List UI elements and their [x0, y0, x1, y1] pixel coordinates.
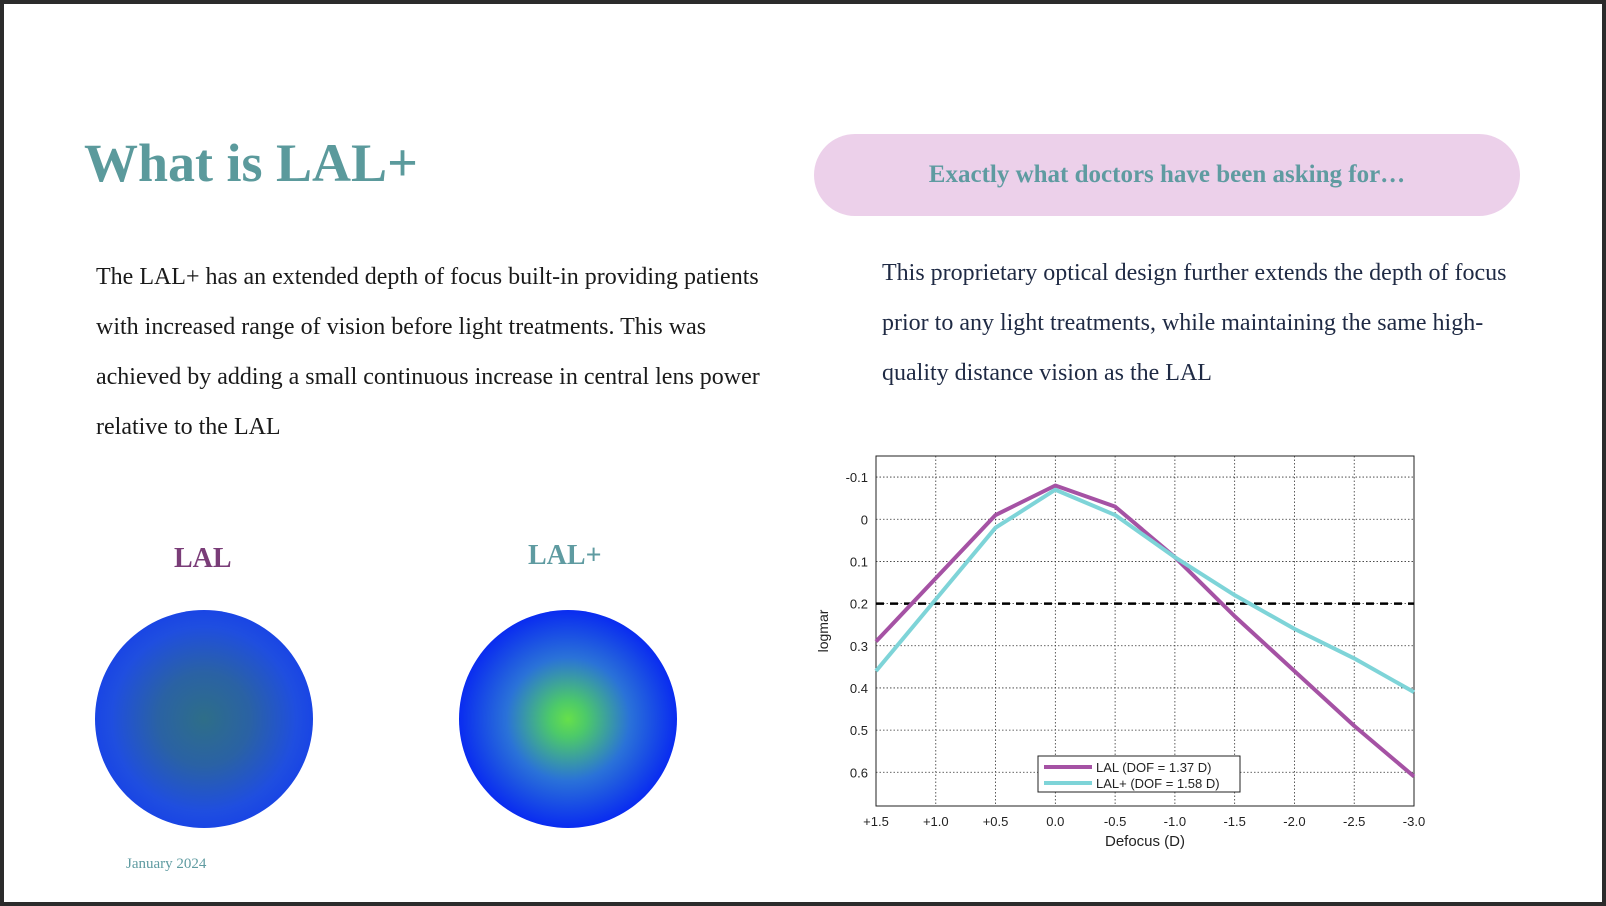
y-tick-label: 0.5 — [849, 723, 868, 739]
series-line-lalplus — [876, 490, 1414, 692]
lens-lal-label: LAL — [174, 543, 232, 574]
x-tick-label: -1.0 — [1163, 814, 1187, 829]
y-tick-label: 0.4 — [849, 680, 868, 696]
x-tick-label: 0.0 — [1046, 814, 1065, 829]
series-line-lal — [876, 486, 1414, 777]
y-tick-label: 0 — [860, 512, 868, 528]
x-tick-label: +1.0 — [922, 814, 949, 829]
x-tick-label: -0.5 — [1103, 814, 1127, 829]
y-tick-label: 0.6 — [849, 765, 868, 781]
lens-lalplus-label: LAL+ — [528, 540, 602, 571]
tagline-banner — [814, 134, 1520, 216]
y-tick-label: 0.1 — [849, 554, 868, 570]
x-tick-label: -3.0 — [1402, 814, 1426, 829]
x-tick-label: -1.5 — [1223, 814, 1246, 829]
plot-frame — [876, 456, 1414, 806]
x-tick-label: +1.5 — [863, 814, 889, 829]
slide — [4, 4, 1602, 902]
date-footer: January 2024 — [126, 856, 207, 872]
tagline-text: Exactly what doctors have been asking for… — [928, 161, 1406, 188]
x-tick-label: -2.0 — [1283, 814, 1306, 829]
slide-title: What is LAL+ — [84, 133, 418, 193]
legend-label: LAL+ (DOF = 1.58 D) — [1096, 776, 1220, 791]
legend-label: LAL (DOF = 1.37 D) — [1096, 760, 1212, 775]
x-axis-label: Defocus (D) — [1104, 833, 1186, 850]
defocus-curve-chart — [814, 456, 1444, 876]
y-tick-label: 0.2 — [849, 596, 868, 612]
y-tick-label: 0.3 — [849, 638, 868, 654]
y-tick-label: -0.1 — [845, 470, 868, 486]
y-axis-label: logmar — [815, 609, 831, 653]
lens-lalplus-image — [459, 610, 677, 828]
x-tick-label: +0.5 — [982, 814, 1009, 829]
lens-lal-image — [95, 610, 313, 828]
right-paragraph: This proprietary optical design further extends the depth of focus prior to any light treatments, while maintaining the same high-quality distance vision as the LAL — [882, 260, 1507, 386]
x-tick-label: -2.5 — [1343, 814, 1366, 829]
left-paragraph: The LAL+ has an extended depth of focus built-in providing patients with increased range of vision before light treatments. This was achieved by adding a small continuous increase in central lens power relative to the LAL — [96, 264, 760, 440]
